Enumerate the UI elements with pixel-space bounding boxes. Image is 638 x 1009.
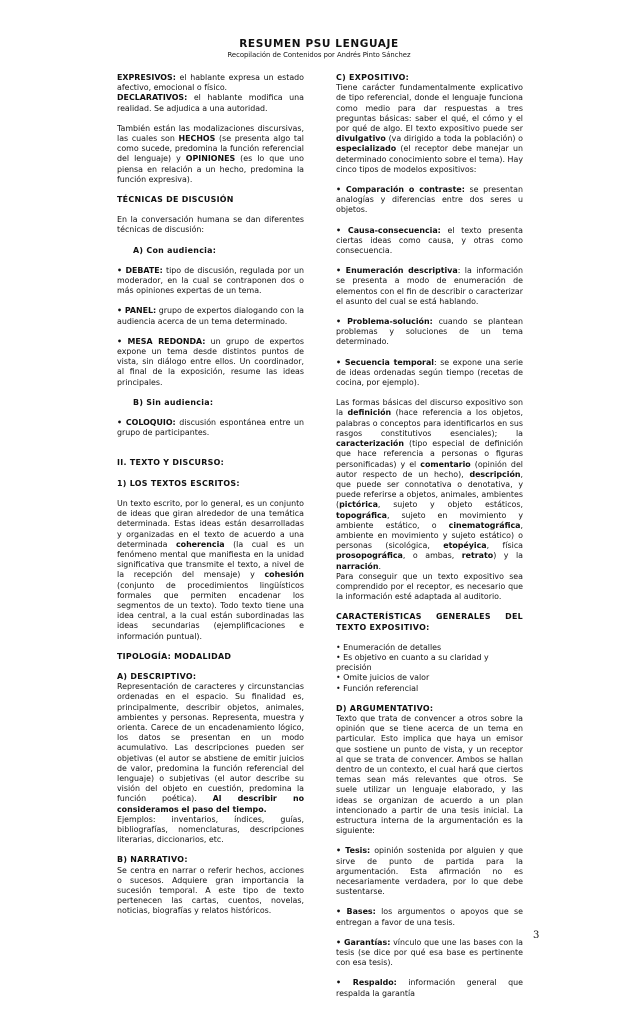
expositivo-heading: C) EXPOSITIVO: (336, 73, 410, 82)
left-column (117, 73, 304, 927)
list-item: • Omite juicios de valor (336, 673, 430, 683)
sin-audiencia-heading: B) Sin audiencia: (133, 397, 214, 407)
causa-item: • Causa-consecuencia: el texto presenta ciertas ideas como causa, y otras como consecuencia. (336, 225, 523, 256)
page-number: 3 (533, 930, 540, 941)
page-subtitle: Recopilación de Contenidos por Andrés Pinto Sánchez (227, 51, 411, 59)
tesis-item: • Tesis: opinión sostenida por alguien y que sirve de punto de partida para la argumentación. Esta afirmación no es necesariamente verdadera, por lo que debe sustentarse. (336, 846, 523, 897)
list-item: • Función referencial (336, 683, 419, 693)
page-title: RESUMEN PSU LENGUAJE (239, 38, 399, 50)
list-item: • Enumeración de detalles (336, 642, 442, 652)
con-audiencia-heading: A) Con audiencia: (133, 245, 217, 255)
formas-paragraph: Las formas básicas del discurso expositivo son la definición (hace referencia a los objetos, palabras o conceptos para identificarlos en sus rasgos constitutivos esenciales); la caracterización (tipo especial de definición que hace referencia a personas o figuras personificadas) y el comentario (opinión del autor respecto de un hecho), descripción, que puede ser connotativa o denotativa, y puede referirse a objetos, animales, ambientes (pictórica, sujeto y objeto estáticos, topográfica, sujeto en movimiento y ambiente estático, o cinematográfica, ambiente en movimiento y sujeto estático) o personas (sicológica, etopéyica, física prosopográfica, o ambas, retrato) y la narración. (336, 398, 523, 571)
textos-escritos-heading: 1) LOS TEXTOS ESCRITOS: (117, 478, 240, 488)
page-header (0, 38, 638, 60)
expositivo-paragraph: Tiene carácter fundamentalmente explicativo de tipo referencial, donde el lenguaje funciona como medio para dar respuestas a tres preguntas básicas: saber el qué, el cómo y el por qué de algo. El texto expositivo puede ser divulgativo (va dirigido a toda la población) o especializado (el receptor debe manejar un determinado conocimiento sobre el tema). Hay cinco tipos de modelos expositivos: (336, 83, 523, 174)
right-column (336, 73, 523, 1009)
argumentativo-paragraph: Texto que trata de convencer a otros sobre la opinión que se tiene acerca de un tema en particular. Esto implica que haya un emisor que sostiene un punto de vista, y un receptor al que se trata de convencer. Ambos se hallan dentro de un contexto, el cual hará que ciertos temas sean más relevantes que otros. Se suele utilizar un lenguaje elaborado, y las ideas se organizan de acuerdo a un plan intencionado a partir de una tesis inicial. La estructura interna de la argumentación es la siguiente: (336, 713, 523, 836)
bases-item: • Bases: los argumentos o apoyos que se entregan a favor de una tesis. (336, 907, 523, 927)
textos-escritos-paragraph: Un texto escrito, por lo general, es un conjunto de ideas que giran alrededor de una temática determinada. Estas ideas están desarrolladas y organizadas en el texto de acuerdo a una determinada coherencia (la cual es un fenómeno mental que manifiesta en la unidad significativa que transmite el texto, a nivel de la recepción del mensaje) y cohesión (conjunto de procedimientos lingüísticos formales que permiten encadenar los segmentos de un texto). Todo texto tiene una idea central, a la cual están subordinadas las ideas secundarias (ejemplificaciones e información puntual). (117, 498, 304, 641)
mesa-redonda-item: • MESA REDONDA: un grupo de expertos expone un tema desde distintos puntos de vista, sin diálogo entre ellos. Un coordinador, al final de la exposición, resume las ideas principales. (117, 336, 305, 387)
tipologia-heading: TIPOLOGÍA: MODALIDAD (117, 651, 232, 661)
list-item: • Es objetivo en cuanto a su claridad y precisión (336, 652, 489, 673)
section2-heading: II. TEXTO Y DISCURSO: (117, 458, 225, 468)
enumeracion-item: • Enumeración descriptiva: la información se presenta a modo de enumeración de elementos con el fin de describir o caracterizar el asunto del cual se está hablando. (336, 266, 523, 306)
formas-conclusion: Para conseguir que un texto expositivo sea comprendido por el receptor, es necesario que la información esté adaptada al auditorio. (336, 571, 523, 602)
narrativo-heading: B) NARRATIVO: (117, 855, 188, 865)
descriptivo-heading: A) DESCRIPTIVO: (117, 671, 197, 681)
descriptivo-paragraph: Representación de caracteres y circunstancias ordenadas en el espacio. Su finalidad es, principalmente, describir objetos, animales, ambientes y personas. Representa, muestra y orienta. Carece de un encadenamiento lógico, los datos se presentan en un modo acumulativo. Las descripciones pueden ser objetivas (el autor se abstiene de emitir juicios de valor, predomina la función referencial del lenguaje) o subjetivas (el autor describe su visión del objeto en cuestión, predomina la función poética). Al describir no consideramos el paso del tiempo. (117, 682, 304, 814)
garantias-item: • Garantías: vínculo que une las bases con la tesis (se dice por qué esa base es pertinente con esa tesis). (336, 937, 523, 968)
problema-item: • Problema-solución: cuando se plantean problemas y soluciones de un tema determinado. (336, 317, 523, 347)
modalizaciones-paragraph: También están las modalizaciones discursivas, las cuales son HECHOS (se presenta algo tal como sucede, predomina la función referencial del lenguaje) y OPINIONES (es lo que uno piensa en relación a un hecho, predomina la función expresiva). (117, 123, 304, 184)
caracteristicas-heading: CARACTERÍSTICAS GENERALES DEL TEXTO EXPOSITIVO: (336, 612, 523, 632)
respaldo-item: • Respaldo: información general que respalda la garantía (336, 978, 523, 998)
panel-item: • PANEL: grupo de expertos dialogando con la audiencia acerca de un tema determinado. (117, 306, 304, 326)
tecnicas-intro: En la conversación humana se dan diferentes técnicas de discusión: (117, 215, 304, 235)
argumentativo-heading: D) ARGUMENTATIVO: (336, 703, 434, 713)
expresivos-paragraph: EXPRESIVOS: el hablante expresa un estado afectivo, emocional o físico. (117, 73, 304, 93)
caracteristicas-list (336, 643, 523, 694)
descriptivo-ejemplos: Ejemplos: inventarios, índices, guías, bibliografías, nomenclaturas, descripciones literarias, diccionarios, etc. (117, 814, 304, 845)
coloquio-item: • COLOQUIO: discusión espontánea entre un grupo de participantes. (117, 418, 304, 438)
debate-item: • DEBATE: tipo de discusión, regulada por un moderador, en la cual se contraponen dos o más opiniones expertas de un tema. (117, 265, 304, 296)
narrativo-paragraph: Se centra en narrar o referir hechos, acciones o sucesos. Adquiere gran importancia la sucesión temporal. A este tipo de texto pertenecen las cartas, cuentos, novelas, noticias, biografías y relatos históricos. (117, 865, 304, 916)
comparacion-item: • Comparación o contraste: se presentan analogías y diferencias entre dos seres u objetos. (336, 185, 523, 215)
secuencia-item: • Secuencia temporal: se expone una serie de ideas ordenadas según tiempo (recetas de cocina, por ejemplo). (336, 357, 523, 388)
tecnicas-heading: TÉCNICAS DE DISCUSIÓN (117, 195, 234, 205)
declarativos-paragraph: DECLARATIVOS: el hablante modifica una realidad. Se adjudica a una autoridad. (117, 93, 304, 113)
